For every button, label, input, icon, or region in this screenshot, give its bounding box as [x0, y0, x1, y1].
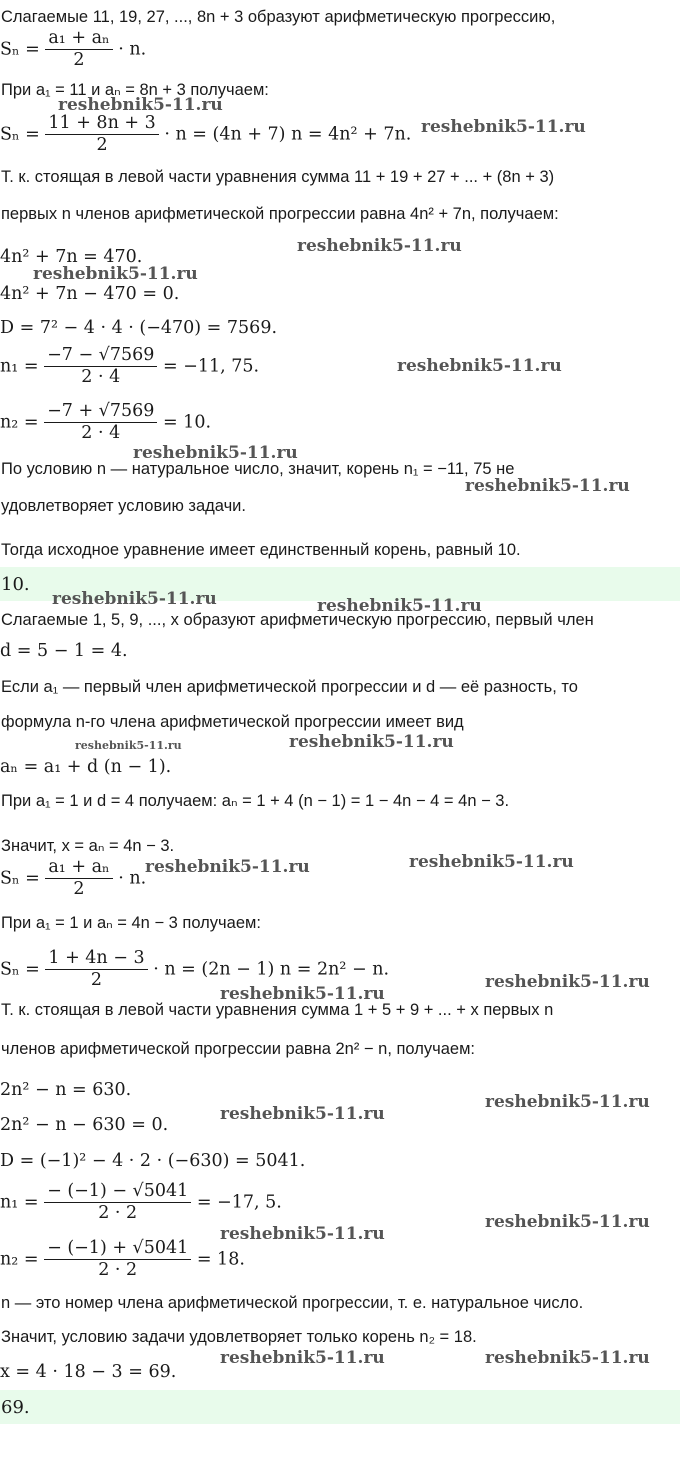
text-line: Значит, x = aₙ = 4n − 3.	[1, 837, 175, 855]
numerator: 1 + 4n − 3	[45, 948, 147, 970]
watermark: reshebnik5-11.ru	[397, 356, 562, 376]
answer-value: 10.	[1, 574, 30, 595]
formula-root	[0, 345, 259, 388]
equation: aₙ = a₁ + d (n − 1).	[0, 757, 172, 777]
equation: D = (−1)² − 4 · 2 · (−630) = 5041.	[0, 1151, 306, 1171]
text-line: n — это номер члена арифметической прогрессии, т. е. натуральное число.	[1, 1294, 584, 1312]
equation: x = 4 · 18 − 3 = 69.	[0, 1362, 177, 1382]
text-line: первых n членов арифметической прогрессии равна 4n² + 7n, получаем:	[1, 205, 559, 223]
equation: d = 5 − 1 = 4.	[0, 641, 128, 661]
text-line: Т. к. стоящая в левой части уравнения сумма 11 + 19 + 27 + ... + (8n + 3)	[1, 168, 555, 186]
denominator: 2	[96, 135, 108, 155]
watermark: reshebnik5-11.ru	[485, 972, 650, 992]
denominator: 2 · 4	[81, 423, 121, 443]
fraction	[45, 28, 112, 71]
watermark: reshebnik5-11.ru	[133, 443, 298, 463]
numerator: −7 + √7569	[44, 401, 157, 423]
text-line: Тогда исходное уравнение имеет единственный корень, равный 10.	[1, 541, 521, 559]
watermark: reshebnik5-11.ru	[33, 264, 198, 284]
text-line: При a₁ = 11 и aₙ = 8n + 3 получаем:	[1, 81, 269, 99]
fraction	[45, 857, 112, 900]
formula-lhs: Sₙ =	[0, 868, 40, 889]
denominator: 2 · 2	[98, 1260, 138, 1280]
formula-lhs: Sₙ =	[0, 124, 40, 145]
numerator: −7 − √7569	[44, 345, 157, 367]
fraction	[44, 401, 157, 444]
watermark: reshebnik5-11.ru	[317, 596, 482, 616]
formula-tail: = −11, 75.	[162, 356, 260, 377]
formula-lhs: n₂ =	[0, 412, 39, 433]
equation: 4n² + 7n − 470 = 0.	[0, 284, 180, 304]
equation: 4n² + 7n = 470.	[0, 247, 143, 267]
fraction	[44, 345, 157, 388]
formula-sum	[0, 113, 411, 156]
denominator: 2 · 2	[98, 1203, 138, 1223]
watermark: reshebnik5-11.ru	[220, 1348, 385, 1368]
denominator: 2	[90, 970, 103, 990]
watermark: reshebnik5-11.ru	[421, 117, 586, 137]
watermark: reshebnik5-11.ru	[409, 852, 574, 872]
watermark: reshebnik5-11.ru	[220, 984, 385, 1004]
formula-tail: · n.	[118, 39, 147, 60]
watermark: reshebnik5-11.ru	[297, 236, 462, 256]
equation: 2n² − n − 630 = 0.	[0, 1115, 169, 1135]
fraction	[45, 113, 158, 156]
watermark: reshebnik5-11.ru	[58, 95, 223, 115]
formula-root	[0, 1238, 245, 1281]
text-line: Слагаемые 11, 19, 27, ..., 8n + 3 образуют арифметическую прогрессию,	[1, 8, 556, 26]
text-line: формула n-го члена арифметической прогрессии имеет вид	[1, 713, 464, 731]
formula-tail: · n.	[118, 868, 147, 889]
numerator: a₁ + aₙ	[45, 28, 112, 50]
text-line: При a₁ = 1 и d = 4 получаем: aₙ = 1 + 4 (n − 1) = 1 − 4n − 4 = 4n − 3.	[1, 792, 510, 810]
answer-value: 69.	[1, 1397, 30, 1418]
formula-root	[0, 401, 211, 444]
formula-lhs: n₂ =	[0, 1249, 39, 1270]
formula-tail: = 18.	[196, 1249, 245, 1270]
equation: D = 7² − 4 · 4 · (−470) = 7569.	[0, 318, 278, 338]
fraction	[45, 948, 147, 991]
numerator: − (−1) + √5041	[44, 1238, 191, 1260]
numerator: − (−1) − √5041	[44, 1181, 191, 1203]
text-line: При a₁ = 1 и aₙ = 4n − 3 получаем:	[1, 914, 261, 932]
watermark: reshebnik5-11.ru	[485, 1092, 650, 1112]
watermark: reshebnik5-11.ru	[289, 732, 454, 752]
fraction	[44, 1238, 191, 1281]
denominator: 2	[73, 50, 85, 70]
formula-sum	[0, 28, 146, 71]
equation: 2n² − n = 630.	[0, 1080, 132, 1100]
formula-tail: · n = (2n − 1) n = 2n² − n.	[153, 959, 390, 980]
text-line: удовлетворяет условию задачи.	[1, 497, 246, 515]
numerator: 11 + 8n + 3	[45, 113, 158, 135]
formula-lhs: Sₙ =	[0, 959, 40, 980]
formula-tail: · n = (4n + 7) n = 4n² + 7n.	[164, 124, 412, 145]
watermark: reshebnik5-11.ru	[52, 589, 217, 609]
text-line: Значит, условию задачи удовлетворяет только корень n₂ = 18.	[1, 1328, 477, 1346]
watermark: reshebnik5-11.ru	[145, 857, 310, 877]
watermark: reshebnik5-11.ru	[220, 1104, 385, 1124]
watermark: reshebnik5-11.ru	[75, 739, 182, 752]
formula-sum	[0, 857, 146, 900]
text-line: Слагаемые 1, 5, 9, ..., x образуют арифметическую прогрессию, первый член	[1, 611, 594, 629]
formula-lhs: n₁ =	[0, 1192, 39, 1213]
watermark: reshebnik5-11.ru	[485, 1348, 650, 1368]
denominator: 2 · 4	[81, 367, 121, 387]
watermark: reshebnik5-11.ru	[220, 1224, 385, 1244]
text-line: Если a₁ — первый член арифметической прогрессии и d — её разность, то	[1, 678, 578, 696]
formula-tail: = −17, 5.	[196, 1192, 282, 1213]
watermark: reshebnik5-11.ru	[465, 476, 630, 496]
answer-box	[0, 1390, 680, 1424]
text-line: Т. к. стоящая в левой части уравнения сумма 1 + 5 + 9 + ... + x первых n	[1, 1001, 554, 1019]
denominator: 2	[73, 879, 85, 899]
formula-root	[0, 1181, 282, 1224]
formula-lhs: n₁ =	[0, 356, 39, 377]
text-line: членов арифметической прогрессии равна 2n² − n, получаем:	[1, 1040, 476, 1058]
watermark: reshebnik5-11.ru	[485, 1212, 650, 1232]
formula-lhs: Sₙ =	[0, 39, 40, 60]
text-line: По условию n — натуральное число, значит, корень n₁ = −11, 75 не	[1, 460, 515, 478]
formula-tail: = 10.	[162, 412, 212, 433]
fraction	[44, 1181, 191, 1224]
numerator: a₁ + aₙ	[45, 857, 112, 879]
